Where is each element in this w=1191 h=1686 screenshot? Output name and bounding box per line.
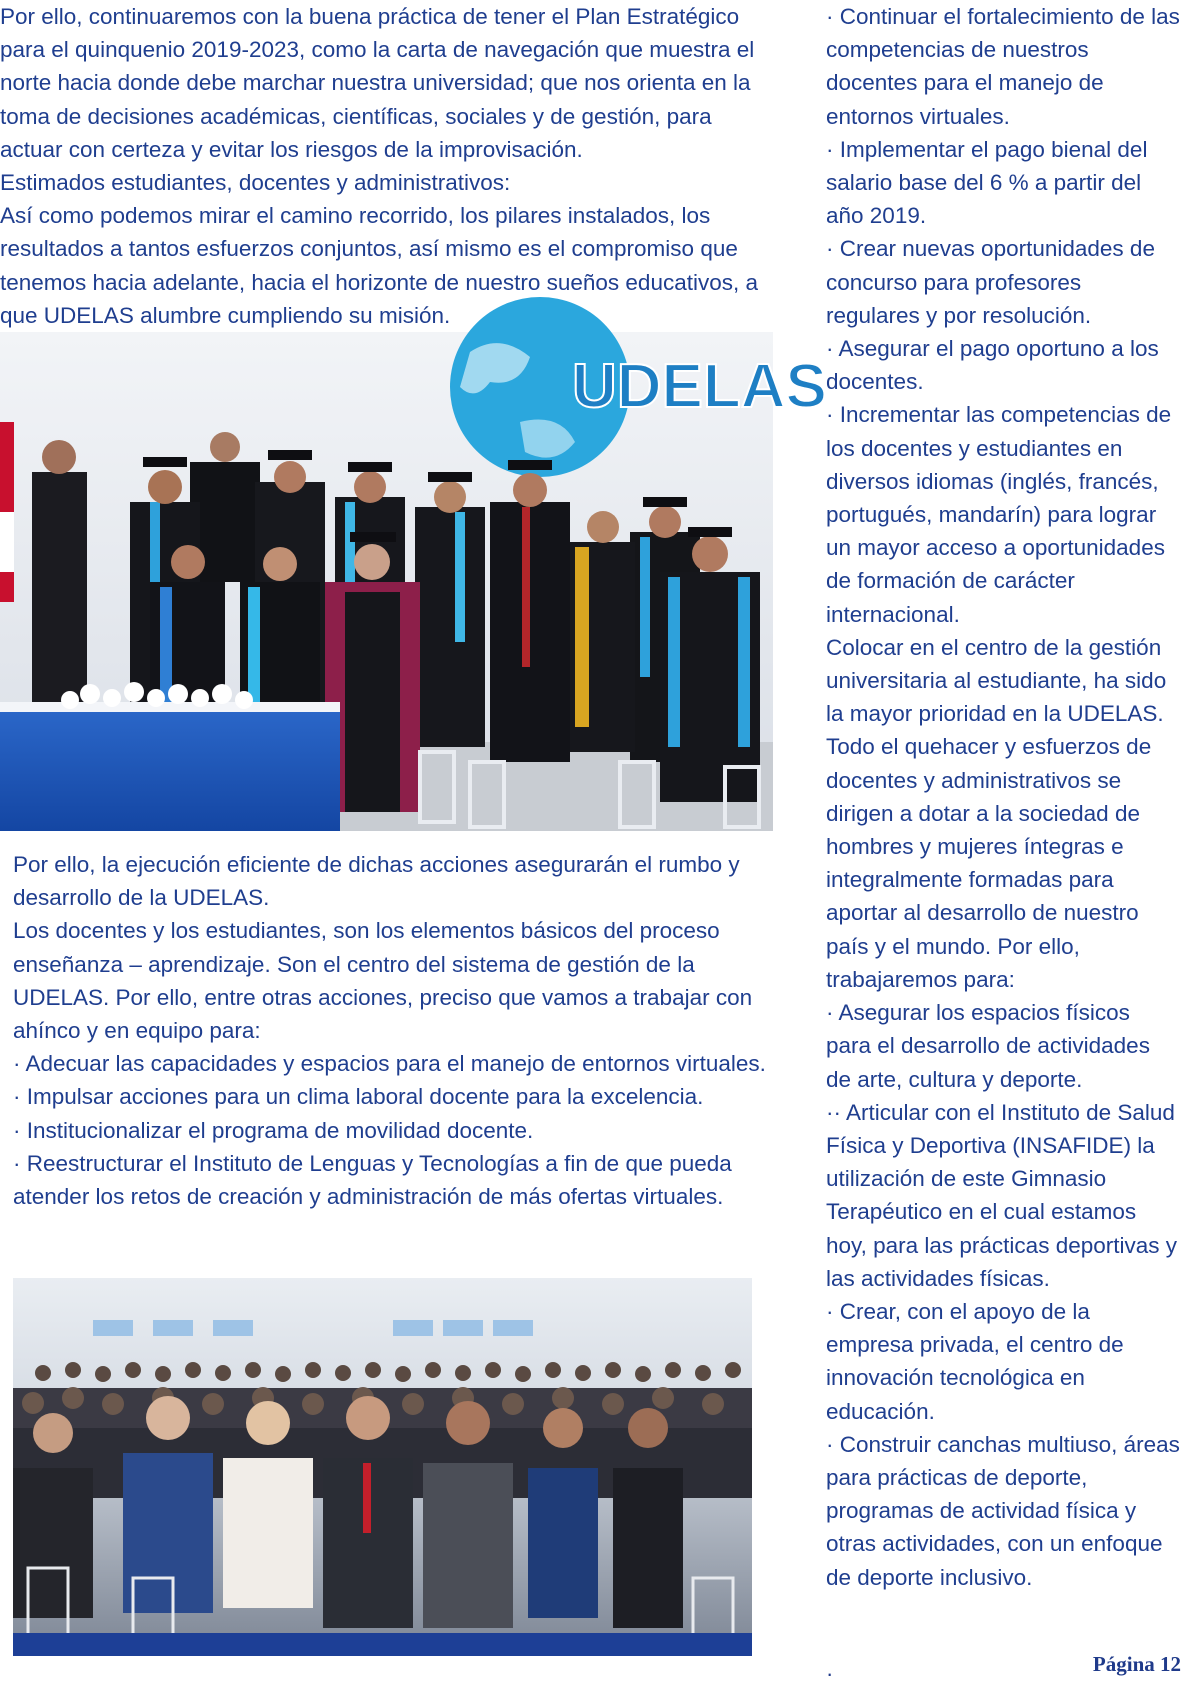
- bullet-item: · Adecuar las capacidades y espacios para el manejo de entornos virtuales.: [13, 1051, 766, 1077]
- graduation-ceremony-photo: [0, 332, 827, 831]
- paragraph-greeting: Estimados estudiantes, docentes y administrativos:: [0, 170, 511, 196]
- bullet-item: ·· Articular con el Instituto de Salud Física y Deportiva (INSAFIDE) la utilización de este Gimnasio Terapéutico en el cual estamos hoy, para las prácticas deportivas y las actividades físicas.: [826, 1099, 1178, 1291]
- bullet-item: · Implementar el pago bienal del salario base del 6 % a partir del año 2019.: [826, 136, 1148, 229]
- bullet-item: · Continuar el fortalecimiento de las competencias de nuestros docentes para el manejo de entornos virtuales.: [826, 4, 1180, 129]
- intro-text-block: [0, 0, 775, 332]
- paragraph-ejecucion: Por ello, la ejecución eficiente de dichas acciones asegurarán el rumbo y desarrollo de la UDELAS.: [13, 852, 740, 911]
- right-column-text: [826, 0, 1181, 1594]
- bullet-item: · Reestructurar el Instituto de Lenguas y Tecnologías a fin de que pueda atender los retos de creación y administración de más ofertas virtuales.: [13, 1150, 732, 1210]
- actions-text-block: [13, 848, 773, 1213]
- bullet-item: · Asegurar el pago oportuno a los docentes.: [826, 336, 1159, 395]
- bullet-item: · Crear nuevas oportunidades de concurso para profesores regulares y por resolución.: [826, 236, 1155, 328]
- audience-photo: [13, 1278, 752, 1656]
- bullet-item: · Incrementar las competencias de los docentes y estudiantes en diversos idiomas (inglés, francés, portugués, mandarín) para lograr un mayor acceso a oportunidades de formación de carácter internacional.: [826, 402, 1172, 627]
- bullet-item: · Asegurar los espacios físicos para el desarrollo de actividades de arte, cultura y deporte.: [826, 1000, 1150, 1092]
- bullet-item: · Crear, con el apoyo de la empresa privada, el centro de innovación tecnológica en educación.: [826, 1298, 1124, 1424]
- paragraph-camino-recorrido: Así como podemos mirar el camino recorrido, los pilares instalados, los resultados a tantos esfuerzos conjuntos, así mismo es el compromiso que tenemos hacia adelante, hacia el horizonte de nuestro sueños educativos, a que UDELAS alumbre cumpliendo su misión.: [0, 203, 759, 328]
- paragraph-docentes-estudiantes: Los docentes y los estudiantes, son los elementos básicos del proceso enseñanza – aprendizaje. Son el centro del sistema de gestión de la UDELAS. Por ello, entre otras acciones, preciso que vamos a trabajar con ahínco y en equipo para:: [13, 918, 753, 1044]
- udelas-banner-text: UDELAS: [572, 352, 827, 421]
- bullet-item: · Impulsar acciones para un clima laboral docente para la excelencia.: [13, 1084, 704, 1110]
- trailing-bullet-dot: ·: [826, 1661, 834, 1686]
- bullet-item: · Construir canchas multiuso, áreas para prácticas de deporte, programas de actividad física y otras actividades, con un enfoque de deporte inclusivo.: [826, 1431, 1180, 1590]
- paragraph-estudiante-centro: Colocar en el centro de la gestión universitaria al estudiante, ha sido la mayor prioridad en la UDELAS. Todo el quehacer y esfuerzos de docentes y administrativos se dirigen a dotar a la sociedad de hombres y mujeres íntegras e integralmente formadas para aportar al desarrollo de nuestro país y el mundo. Por ello, trabajaremos para:: [826, 634, 1167, 992]
- page-number: Página 12: [1092, 1652, 1181, 1676]
- paragraph-plan-estrategico: Por ello, continuaremos con la buena práctica de tener el Plan Estratégico para el quinquenio 2019-2023, como la carta de navegación que muestra el norte hacia donde debe marchar nuestra universidad; que nos orienta en la toma de decisiones académicas, científicas, sociales y de gestión, para actuar con certeza y evitar los riesgos de la improvisación.: [0, 4, 755, 162]
- bullet-item: · Institucionalizar el programa de movilidad docente.: [13, 1117, 534, 1143]
